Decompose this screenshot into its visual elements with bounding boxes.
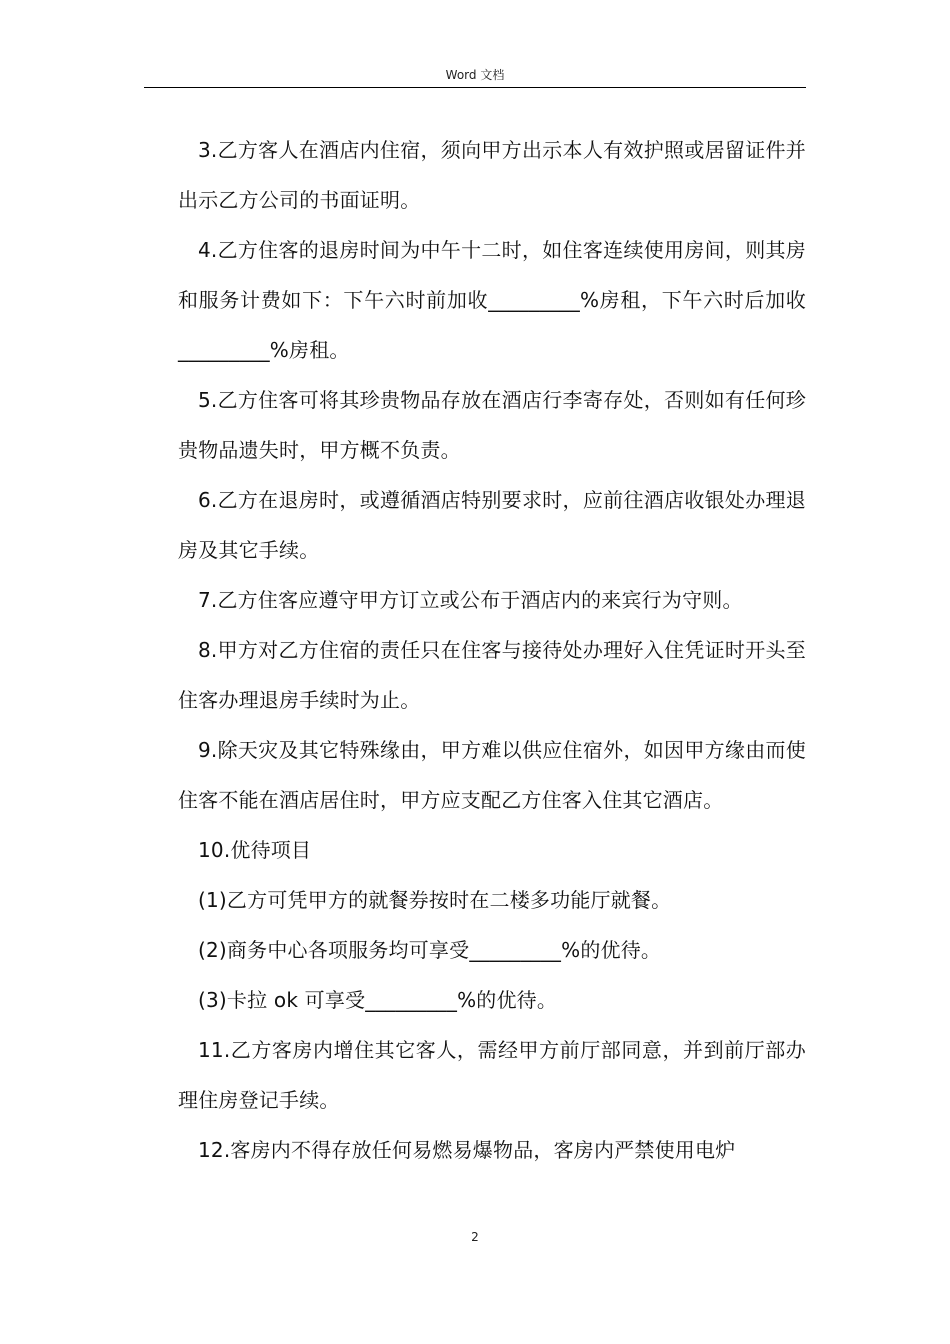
page-number: 2	[471, 1230, 479, 1244]
clause-8: 8.甲方对乙方住宿的责任只在住客与接待处办理好入住凭证时开头至住客办理退房手续时为止。	[178, 638, 806, 712]
clause-12: 12.客房内不得存放任何易燃易爆物品，客房内严禁使用电炉	[198, 1138, 736, 1162]
clause-9: 9.除天灾及其它特殊缘由，甲方难以供应住宿外，如因甲方缘由而使住客不能在酒店居住时，甲方应支配乙方住客入住其它酒店。	[178, 738, 806, 812]
page-header: Word 文档	[445, 68, 505, 82]
clause-10-heading: 10.优待项目	[198, 838, 312, 862]
document-body	[178, 125, 806, 1175]
clause-4: 4.乙方住客的退房时间为中午十二时，如住客连续使用房间，则其房和服务计费如下：下午六时前加收_________%房租，下午六时后加收_________%房租。	[178, 238, 806, 362]
clause-10-item-1: (1)乙方可凭甲方的就餐券按时在二楼多功能厅就餐。	[198, 888, 672, 912]
clause-10-item-3: (3)卡拉 ok 可享受_________%的优待。	[198, 988, 558, 1012]
clause-6: 6.乙方在退房时，或遵循酒店特别要求时，应前往酒店收银处办理退房及其它手续。	[178, 488, 806, 562]
clause-3: 3.乙方客人在酒店内住宿，须向甲方出示本人有效护照或居留证件并出示乙方公司的书面证明。	[178, 138, 806, 212]
clause-11: 11.乙方客房内增住其它客人，需经甲方前厅部同意，并到前厅部办理住房登记手续。	[178, 1038, 806, 1112]
header-divider	[144, 87, 806, 88]
clause-5: 5.乙方住客可将其珍贵物品存放在酒店行李寄存处，否则如有任何珍贵物品遗失时，甲方概不负责。	[178, 388, 806, 462]
clause-10-item-2: (2)商务中心各项服务均可享受_________%的优待。	[198, 938, 662, 962]
clause-7: 7.乙方住客应遵守甲方订立或公布于酒店内的来宾行为守则。	[198, 588, 743, 612]
